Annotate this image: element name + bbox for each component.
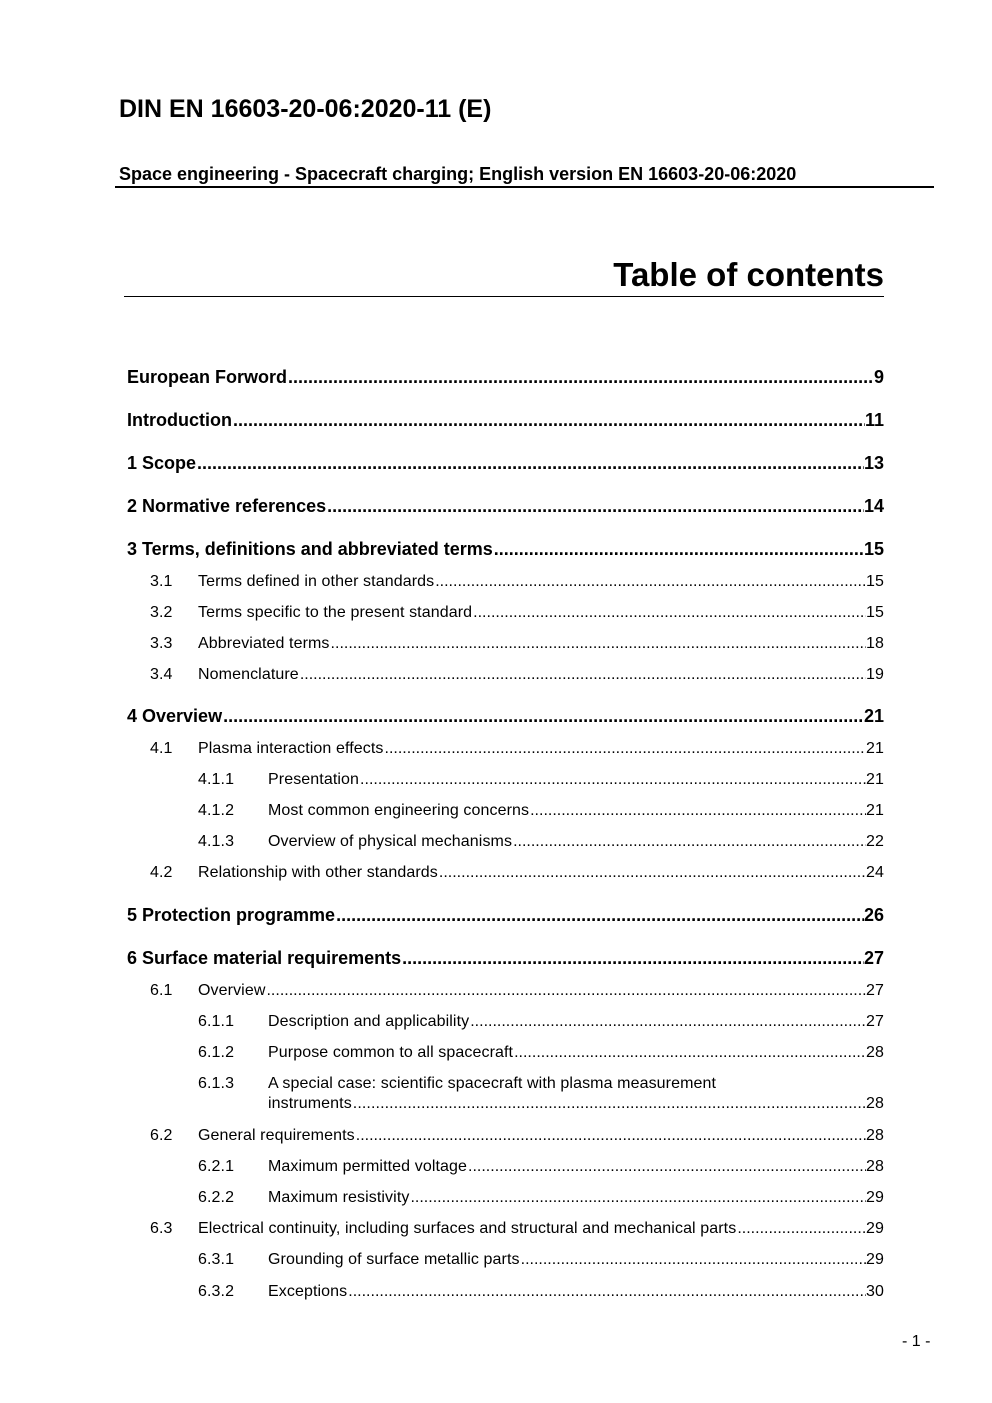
- toc-entry-number: 4.2: [150, 864, 173, 881]
- toc-entry-page: 15: [863, 539, 884, 559]
- page-number: - 1 -: [902, 1333, 931, 1350]
- toc-entry-number: 3.3: [150, 635, 173, 652]
- toc-entry-4-2[interactable]: [127, 864, 884, 882]
- toc-entry-title: Presentation: [268, 771, 360, 788]
- toc-entry-page: 18: [866, 635, 884, 652]
- toc-entry-european-forword[interactable]: [127, 367, 884, 388]
- toc-entry-number: 6.1.2: [198, 1044, 235, 1061]
- toc-entry-number: 2: [127, 496, 138, 516]
- toc-entry-title: Terms specific to the present standard: [198, 604, 473, 621]
- toc-entry-page: 21: [866, 802, 884, 819]
- toc-entry-3-1[interactable]: [127, 573, 884, 591]
- toc-entry-page: 15: [866, 604, 884, 621]
- toc-entry-5[interactable]: [127, 905, 884, 926]
- toc-entry-title: A special case: scientific spacecraft with plasma measurement: [268, 1075, 717, 1092]
- toc-entry-number: 6.1: [150, 982, 173, 999]
- toc-entry-3-3[interactable]: [127, 635, 884, 653]
- toc-entry-2[interactable]: [127, 496, 884, 517]
- toc-entry-title: Purpose common to all spacecraft: [268, 1044, 514, 1061]
- dot-leader: [299, 666, 866, 684]
- toc-entry-title: Introduction: [127, 410, 232, 430]
- dot-leader: [493, 539, 864, 560]
- toc-entry-title: European Forword: [127, 367, 288, 387]
- dot-leader: [359, 771, 866, 789]
- toc-entry-title: Nomenclature: [198, 666, 299, 683]
- toc-entry-3[interactable]: [127, 539, 884, 560]
- toc-entry-page: 9: [873, 367, 884, 387]
- dot-leader: [330, 635, 866, 653]
- dot-leader: [529, 802, 866, 820]
- toc-entry-number: 6.1.1: [198, 1013, 235, 1030]
- toc-entry-3-2[interactable]: [127, 604, 884, 622]
- toc-entry-number: 6.3.1: [198, 1251, 235, 1268]
- dot-leader: [196, 453, 864, 474]
- toc-entry-title: Description and applicability: [268, 1013, 470, 1030]
- toc-heading: Table of contents: [124, 254, 884, 297]
- toc-entry-title: Overview of physical mechanisms: [268, 833, 513, 850]
- toc-entry-title: Maximum permitted voltage: [268, 1158, 468, 1175]
- toc-entry-number: 3.1: [150, 573, 173, 590]
- toc-entry-number: 3.4: [150, 666, 173, 683]
- toc-entry-number: 3: [127, 539, 138, 559]
- toc-entry-page: 29: [866, 1220, 884, 1237]
- toc-entry-page: 19: [866, 666, 884, 683]
- toc-entry-page: 27: [863, 948, 884, 968]
- toc-entry-page: 11: [864, 410, 884, 430]
- toc-entry-title: Electrical continuity, including surfaces and structural and mechanical parts: [198, 1220, 737, 1237]
- toc-entry-6[interactable]: [127, 948, 884, 969]
- toc-entry-4-1[interactable]: [127, 740, 884, 758]
- toc-entry-number: 6: [127, 948, 138, 968]
- toc-entry-6-3[interactable]: [127, 1220, 884, 1238]
- dot-leader: [409, 1189, 866, 1207]
- dot-leader: [438, 864, 866, 882]
- toc-entry-number: 1: [127, 453, 138, 473]
- toc-entry-page: 22: [866, 833, 884, 850]
- toc-entry-6-1[interactable]: [127, 982, 884, 1000]
- dot-leader: [287, 367, 874, 388]
- toc-entry-6-3-2[interactable]: [127, 1283, 884, 1301]
- dot-leader: [384, 740, 866, 758]
- dot-leader: [401, 948, 864, 969]
- toc-entry-page: 29: [866, 1189, 884, 1206]
- toc-entry-page: 14: [863, 496, 884, 516]
- dot-leader: [352, 1095, 866, 1113]
- toc-entry-6-1-1[interactable]: [127, 1013, 884, 1031]
- toc-entry-number: 6.3.2: [198, 1283, 235, 1300]
- toc-entry-number: 5: [127, 905, 138, 925]
- dot-leader: [513, 1044, 866, 1062]
- dot-leader: [467, 1158, 866, 1176]
- document-subtitle: Space engineering - Spacecraft charging; English version EN 16603-20-06:2020: [115, 162, 934, 188]
- toc-entry-introduction[interactable]: [127, 410, 884, 431]
- dot-leader: [512, 833, 866, 851]
- toc-entry-6-1-2[interactable]: [127, 1044, 884, 1062]
- toc-entry-title: Terms defined in other standards: [198, 573, 435, 590]
- toc-entry-3-4[interactable]: [127, 666, 884, 684]
- toc-entry-title-continued: instruments: [268, 1095, 352, 1112]
- dot-leader: [265, 982, 866, 1000]
- toc-entry-title: Exceptions: [268, 1283, 348, 1300]
- toc-entry-title: Scope: [142, 453, 197, 473]
- toc-entry-title: Grounding of surface metallic parts: [268, 1251, 520, 1268]
- toc-entry-6-3-1[interactable]: [127, 1251, 884, 1269]
- dot-leader: [347, 1283, 866, 1301]
- toc-entry-title: Maximum resistivity: [268, 1189, 410, 1206]
- toc-entry-page: 30: [866, 1283, 884, 1300]
- toc-entry-number: 4.1.2: [198, 802, 235, 819]
- toc-entry-title: Plasma interaction effects: [198, 740, 384, 757]
- toc-entry-page: 27: [866, 982, 884, 999]
- document-id: DIN EN 16603-20-06:2020-11 (E): [119, 95, 492, 123]
- dot-leader: [232, 410, 865, 431]
- toc-entry-number: 6.2: [150, 1127, 173, 1144]
- toc-entry-page: 27: [866, 1013, 884, 1030]
- toc-entry-page: 28: [866, 1158, 884, 1175]
- dot-leader: [736, 1220, 866, 1238]
- dot-leader: [222, 706, 864, 727]
- toc-entry-6-2-2[interactable]: [127, 1189, 884, 1207]
- toc-entry-number: 6.2.1: [198, 1158, 235, 1175]
- toc-entry-page: 29: [866, 1251, 884, 1268]
- toc-entry-6-2[interactable]: [127, 1127, 884, 1145]
- toc-entry-4-1-1[interactable]: [127, 771, 884, 789]
- toc-entry-number: 3.2: [150, 604, 173, 621]
- toc-entry-number: 4.1.1: [198, 771, 235, 788]
- toc-entry-page: 28: [866, 1044, 884, 1061]
- toc-entry-page: 28: [866, 1095, 884, 1112]
- toc-entry-page: 21: [866, 771, 884, 788]
- toc-entry-title: Overview: [142, 706, 223, 726]
- dot-leader: [335, 905, 864, 926]
- toc-entry-number: 6.1.3: [198, 1075, 235, 1092]
- toc-entry-4[interactable]: [127, 706, 884, 727]
- toc-entry-title: Normative references: [142, 496, 327, 516]
- toc-entry-number: 4.1.3: [198, 833, 235, 850]
- toc-entry-title: Relationship with other standards: [198, 864, 438, 881]
- toc-entry-title: Most common engineering concerns: [268, 802, 530, 819]
- dot-leader: [434, 573, 866, 591]
- toc-entry-title: Abbreviated terms: [198, 635, 330, 652]
- toc-entry-page: 26: [863, 905, 884, 925]
- dot-leader: [469, 1013, 866, 1031]
- toc-entry-title: Terms, definitions and abbreviated terms: [142, 539, 493, 559]
- toc-entry-number: 6.2.2: [198, 1189, 235, 1206]
- dot-leader: [355, 1127, 866, 1145]
- toc-entry-4-1-2[interactable]: [127, 802, 884, 820]
- toc-entry-number: 4: [127, 706, 138, 726]
- toc-entry-page: 21: [866, 740, 884, 757]
- toc-entry-1[interactable]: [127, 453, 884, 474]
- dot-leader: [326, 496, 864, 517]
- toc-entry-page: 24: [866, 864, 884, 881]
- dot-leader: [472, 604, 866, 622]
- toc-entry-page: 15: [866, 573, 884, 590]
- toc-entry-title: Protection programme: [142, 905, 336, 925]
- toc-entry-page: 28: [866, 1127, 884, 1144]
- toc-entry-4-1-3[interactable]: [127, 833, 884, 851]
- toc-entry-page: 13: [863, 453, 884, 473]
- toc-entry-page: 21: [863, 706, 884, 726]
- toc-entry-number: 4.1: [150, 740, 173, 757]
- dot-leader: [520, 1251, 866, 1269]
- toc-entry-title: General requirements: [198, 1127, 355, 1144]
- toc-entry-number: 6.3: [150, 1220, 173, 1237]
- toc-entry-title: Overview: [198, 982, 266, 999]
- toc-entry-title: Surface material requirements: [142, 948, 402, 968]
- toc-entry-6-2-1[interactable]: [127, 1158, 884, 1176]
